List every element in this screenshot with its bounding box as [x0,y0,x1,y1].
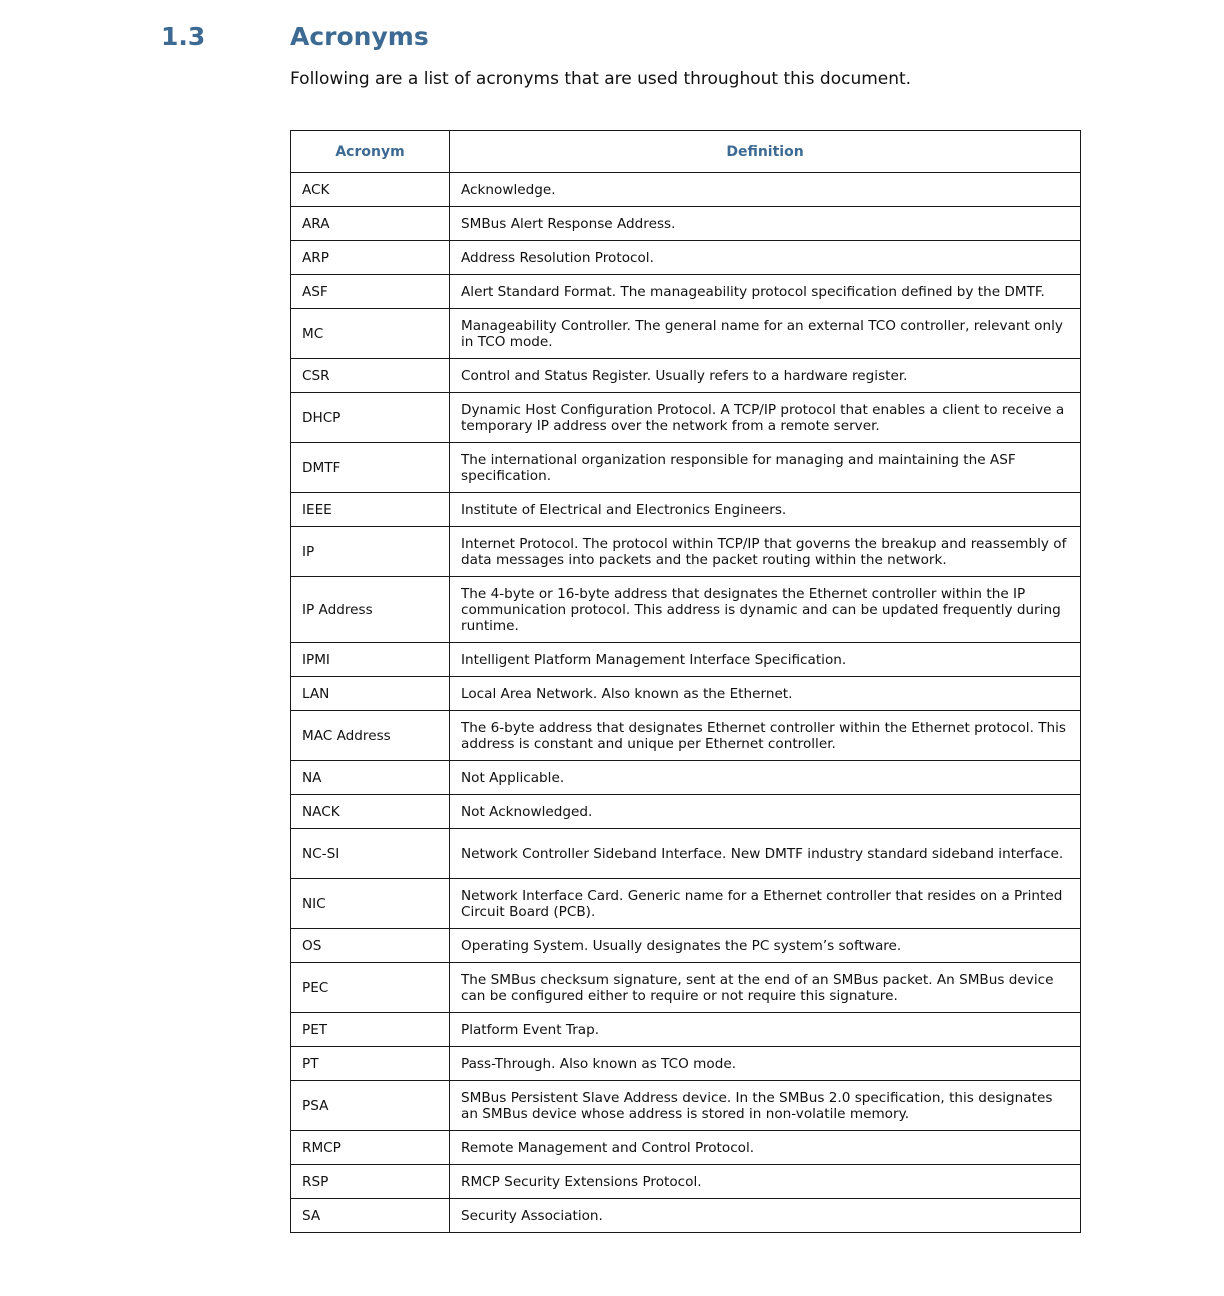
definition-cell: Network Interface Card. Generic name for a Ethernet controller that resides on a Printed Circuit Board (PCB). [450,879,1081,929]
section-title: Acronyms [290,22,429,51]
acronym-cell: OS [291,929,450,963]
acronym-cell: ARA [291,207,450,241]
table-row [291,711,1081,761]
table-row [291,1013,1081,1047]
table-row [291,1131,1081,1165]
acronym-cell: PSA [291,1081,450,1131]
table-row [291,879,1081,929]
table-row [291,173,1081,207]
table-row [291,1047,1081,1081]
definition-cell: The international organization responsible for managing and maintaining the ASF specification. [450,443,1081,493]
table-row [291,309,1081,359]
table-row [291,527,1081,577]
table-row [291,643,1081,677]
acronym-cell: LAN [291,677,450,711]
acronym-cell: IPMI [291,643,450,677]
acronym-cell: ARP [291,241,450,275]
acronym-cell: CSR [291,359,450,393]
definition-cell: Local Area Network. Also known as the Ethernet. [450,677,1081,711]
table-row [291,241,1081,275]
definition-cell: The 6-byte address that designates Ethernet controller within the Ethernet protocol. This address is constant and unique per Ethernet controller. [450,711,1081,761]
acronym-cell: NA [291,761,450,795]
definition-cell: SMBus Alert Response Address. [450,207,1081,241]
table-row [291,393,1081,443]
definition-cell: Alert Standard Format. The manageability protocol specification defined by the DMTF. [450,275,1081,309]
acronym-cell: DMTF [291,443,450,493]
table-row [291,1081,1081,1131]
table-row [291,1199,1081,1233]
acronym-cell: NACK [291,795,450,829]
acronym-cell: PEC [291,963,450,1013]
definition-cell: Platform Event Trap. [450,1013,1081,1047]
acronym-cell: IP Address [291,577,450,643]
definition-cell: Remote Management and Control Protocol. [450,1131,1081,1165]
table-row [291,1165,1081,1199]
acronym-cell: PET [291,1013,450,1047]
table-row [291,493,1081,527]
definition-cell: SMBus Persistent Slave Address device. In the SMBus 2.0 specification, this designates an SMBus device whose address is stored in non-volatile memory. [450,1081,1081,1131]
table-header-row [291,131,1081,173]
definition-cell: Acknowledge. [450,173,1081,207]
acronym-cell: ASF [291,275,450,309]
definition-cell: Network Controller Sideband Interface. New DMTF industry standard sideband interface. [450,829,1081,879]
definition-cell: Not Applicable. [450,761,1081,795]
definition-cell: RMCP Security Extensions Protocol. [450,1165,1081,1199]
acronym-cell: RSP [291,1165,450,1199]
table-row [291,275,1081,309]
definition-cell: Institute of Electrical and Electronics Engineers. [450,493,1081,527]
table-row [291,929,1081,963]
acronym-cell: IP [291,527,450,577]
acronym-column-header: Acronym [291,131,450,173]
definition-cell: Security Association. [450,1199,1081,1233]
table-row [291,443,1081,493]
acronym-cell: MAC Address [291,711,450,761]
table-row [291,677,1081,711]
acronym-cell: RMCP [291,1131,450,1165]
definition-cell: The 4-byte or 16-byte address that designates the Ethernet controller within the IP communication protocol. This address is dynamic and can be updated frequently during runtime. [450,577,1081,643]
definition-cell: Manageability Controller. The general name for an external TCO controller, relevant only in TCO mode. [450,309,1081,359]
definition-cell: Operating System. Usually designates the PC system’s software. [450,929,1081,963]
table-row [291,359,1081,393]
acronym-cell: ACK [291,173,450,207]
acronym-cell: NIC [291,879,450,929]
acronyms-table [290,130,1081,1233]
definition-cell: The SMBus checksum signature, sent at the end of an SMBus packet. An SMBus device can be configured either to require or not require this signature. [450,963,1081,1013]
acronym-cell: NC-SI [291,829,450,879]
definition-cell: Dynamic Host Configuration Protocol. A TCP/IP protocol that enables a client to receive a temporary IP address over the network from a remote server. [450,393,1081,443]
acronym-cell: MC [291,309,450,359]
definition-cell: Control and Status Register. Usually refers to a hardware register. [450,359,1081,393]
definition-column-header: Definition [450,131,1081,173]
acronym-cell: DHCP [291,393,450,443]
table-row [291,577,1081,643]
table-row [291,829,1081,879]
definition-cell: Pass-Through. Also known as TCO mode. [450,1047,1081,1081]
acronym-cell: SA [291,1199,450,1233]
table-row [291,761,1081,795]
section-number: 1.3 [161,22,206,51]
intro-paragraph: Following are a list of acronyms that are used throughout this document. [290,69,912,89]
table-row [291,795,1081,829]
table-row [291,207,1081,241]
definition-cell: Internet Protocol. The protocol within TCP/IP that governs the breakup and reassembly of data messages into packets and the packet routing within the network. [450,527,1081,577]
acronym-cell: PT [291,1047,450,1081]
table-row [291,963,1081,1013]
definition-cell: Address Resolution Protocol. [450,241,1081,275]
acronym-rows [291,173,1081,1233]
acronym-cell: IEEE [291,493,450,527]
definition-cell: Intelligent Platform Management Interface Specification. [450,643,1081,677]
definition-cell: Not Acknowledged. [450,795,1081,829]
